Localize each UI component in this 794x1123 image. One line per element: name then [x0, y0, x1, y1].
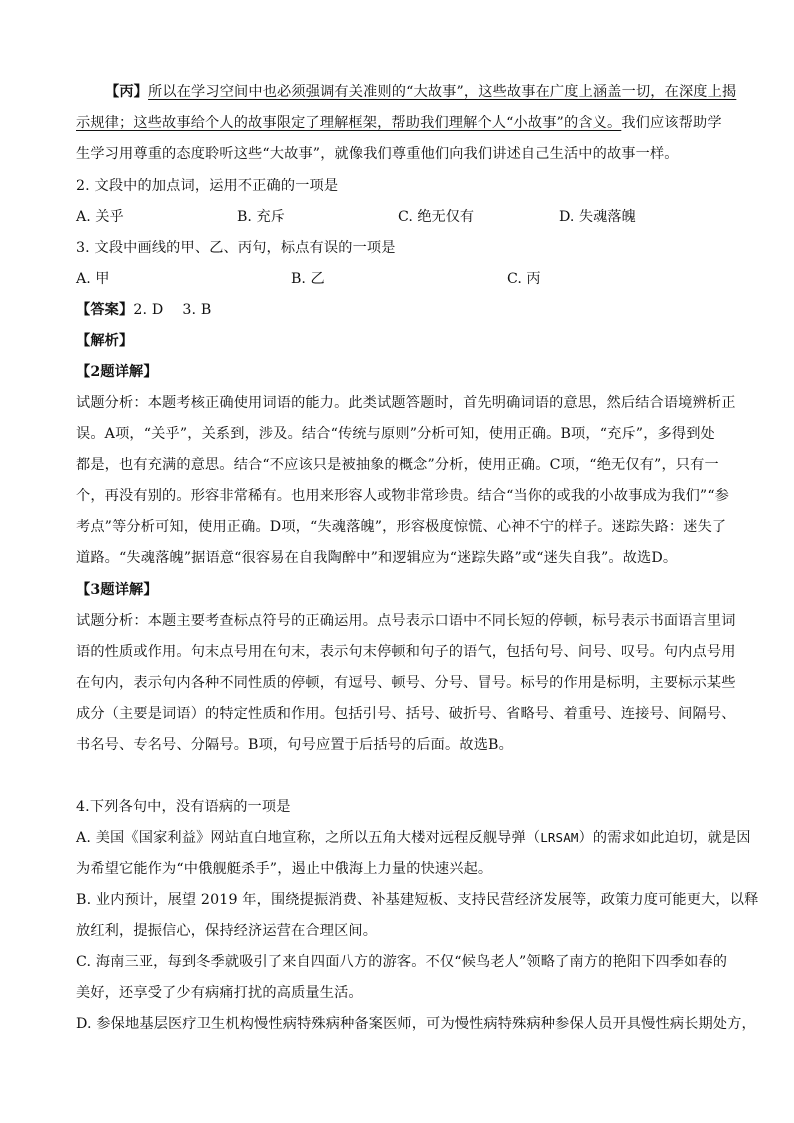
answer-value: 2. D 3. B: [133, 302, 212, 318]
q2-option-a: A. 关乎: [76, 209, 124, 225]
para-bing-line-2-rest: 我们应该帮助学: [621, 115, 722, 131]
para-bing-line-3: 生学习用尊重的态度聆听这些“大故事”，就像我们尊重他们向我们讲述自己生活中的故事一样。: [76, 146, 679, 162]
q4-option-d-line-1: D. 参保地基层医疗卫生机构慢性病特殊病种备案医师，可为慢性病特殊病种参保人员开具慢性病长期处方，: [76, 1016, 756, 1032]
q3-option-c: C. 丙: [507, 271, 541, 287]
q2-option-b: B. 充斥: [237, 209, 285, 225]
answer-line: [76, 300, 724, 320]
q4-option-b-line-1: B. 业内预计，展望 2019 年，围绕提振消费、补基建短板、支持民营经济发展等，政策力度可能更大，以释: [76, 892, 759, 908]
q3-detail-line: 试题分析：本题主要考查标点符号的正确运用。点号表示口语中不同长短的停顿，标号表示书面语言里词: [76, 613, 736, 629]
q2-option-c: C. 绝无仅有: [398, 209, 475, 225]
q4-option-c-line-1: C. 海南三亚，每到冬季就吸引了来自四面八方的游客。不仅“候鸟老人”领略了南方的艳阳下四季如春的: [76, 954, 728, 970]
analysis-label: 【解析】: [76, 333, 134, 349]
q4-option-a-line-1: [76, 828, 751, 848]
q4-option-b-line-2: 放红利，提振信心，保持经济运营在合理区间。: [76, 923, 378, 939]
q2-detail-label: 【2题详解】: [76, 364, 158, 380]
q4-option-c-line-2: 美好，还享受了少有病痛打扰的高质量生活。: [76, 985, 363, 1001]
para-bing-underlined-1: 所以在学习空间中也必须强调有关准则的“大故事”，这些故事在广度上涵盖一切，在深度上揭: [148, 84, 737, 100]
q3-option-a: A. 甲: [76, 271, 110, 287]
q4-option-a-code: LRSAM: [540, 830, 579, 845]
para-bing-tag: 【丙】: [105, 84, 149, 100]
q3-option-b: B. 乙: [291, 271, 325, 287]
answer-label: 【答案】: [76, 302, 134, 318]
q3-detail-line: 语的性质或作用。句末点号用在句末，表示句末停顿和句子的语气，包括句号、问号、叹号。句内点号用: [76, 644, 736, 660]
q3-detail-line: 书名号、专名号、分隔号。B项，句号应置于后括号的后面。故选B。: [76, 737, 513, 753]
q4-option-a-text-1: A. 美国《国家利益》网站直白地宣称，之所以五角大楼对远程反舰导弹（: [76, 830, 541, 846]
q2-option-d: D. 失魂落魄: [559, 209, 636, 225]
q2-detail-line: 考点”等分析可知，使用正确。D项，“失魂落魄”，形容极度惊慌、心神不宁的样子。迷踪失路：迷失了: [76, 519, 727, 535]
q4-stem: 4.下列各句中，没有语病的一项是: [76, 799, 291, 815]
q2-stem: 2. 文段中的加点词，运用不正确的一项是: [76, 178, 339, 194]
q2-detail-line: 个，再没有别的。形容非常稀有。也用来形容人或物非常珍贵。结合“当你的或我的小故事成为我们”“参: [76, 488, 730, 504]
para-bing-line-1: [105, 82, 737, 102]
para-bing-underlined-2: 示规律；这些故事给个人的故事限定了理解框架，帮助我们理解个人“小故事”的含义。: [76, 115, 622, 131]
q3-detail-line: 在句内，表示句内各种不同性质的停顿，有逗号、顿号、分号、冒号。标号的作用是标明，主要标示某些: [76, 675, 736, 691]
q3-stem: 3. 文段中画线的甲、乙、丙句，标点有误的一项是: [76, 240, 396, 256]
q4-option-a-line-2: 为希望它能作为“中俄舰艇杀手”，遏止中俄海上力量的快速兴起。: [76, 861, 493, 877]
q3-detail-label: 【3题详解】: [76, 582, 158, 598]
q2-detail-line: 试题分析：本题考核正确使用词语的能力。此类试题答题时，首先明确词语的意思，然后结合语境辨析正: [76, 395, 736, 411]
q2-detail-line: 误。A项，“关乎”，关系到，涉及。结合“传统与原则”分析可知，使用正确。B项，“充斥”，多得到处: [76, 426, 715, 442]
q3-detail-line: 成分（主要是词语）的特定性质和作用。包括引号、括号、破折号、省略号、着重号、连接号、间隔号、: [76, 706, 736, 722]
q2-detail-line: 道路。“失魂落魄”据语意“很容易在自我陶醉中”和逻辑应为“迷踪失路”或“迷失自我”。故选D。: [76, 550, 678, 566]
para-bing-line-2: [76, 113, 724, 133]
q4-option-a-text-2: ）的需求如此迫切，就是因: [578, 830, 751, 846]
q2-detail-line: 都是，也有充满的意思。结合“不应该只是被抽象的概念”分析，使用正确。C项，“绝无仅有”，只有一: [76, 457, 719, 473]
